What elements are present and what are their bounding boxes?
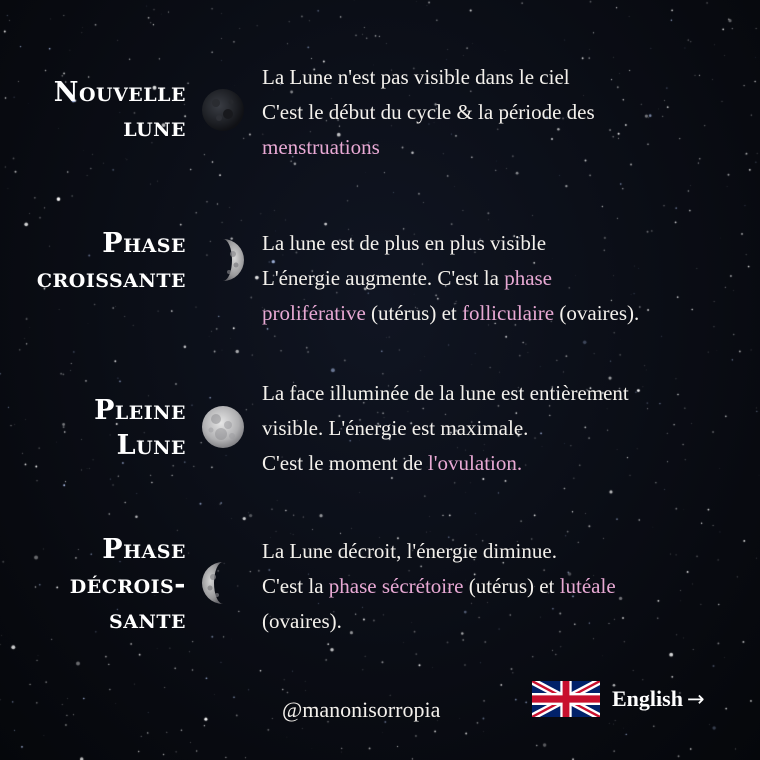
description-line [262, 534, 742, 569]
highlighted-term: phase sécrétoire [328, 574, 464, 598]
description-line [262, 569, 742, 604]
description-text: La Lune n'est pas visible dans le ciel [262, 65, 570, 89]
english-label: English [612, 686, 683, 711]
description-line [262, 296, 742, 331]
phase-description [262, 534, 742, 639]
phase-title-line: Phase [102, 534, 186, 565]
description-line [262, 604, 742, 639]
description-text: C'est le début du cycle & la période des [262, 100, 595, 124]
phase-title-line: lune [123, 112, 186, 143]
description-text: La lune est de plus en plus visible [262, 231, 547, 255]
phase-title [37, 226, 186, 296]
new-moon-icon [201, 88, 245, 132]
phase-title-line: Pleine [94, 395, 186, 426]
waxing-moon-icon [201, 238, 245, 282]
full-moon-icon [201, 405, 245, 449]
english-version-link[interactable] [532, 680, 705, 718]
highlighted-term: l'ovulation. [427, 451, 523, 475]
phase-title [70, 532, 186, 637]
description-line [262, 130, 742, 165]
description-line [262, 95, 742, 130]
phase-title [54, 75, 186, 145]
description-line [262, 446, 742, 481]
waning-moon-icon [201, 561, 245, 605]
description-text: La face illuminée de la lune est entièrement [262, 381, 629, 405]
phase-title-line: Lune [116, 430, 186, 461]
description-text: (utérus) et [463, 574, 560, 598]
phase-description [262, 60, 742, 165]
description-text: (ovaires). [262, 609, 342, 633]
description-text: La Lune décroit, l'énergie diminue. [262, 539, 557, 563]
description-line [262, 411, 742, 446]
description-text: C'est le moment de [262, 451, 428, 475]
phase-title-line: Nouvelle [53, 77, 186, 108]
highlighted-term: proliférative [262, 301, 366, 325]
description-text: (ovaires). [554, 301, 640, 325]
phase-description [262, 376, 742, 481]
phase-title-line: décrois- [69, 569, 186, 600]
uk-flag-icon [532, 681, 600, 717]
description-text: (utérus) et [365, 301, 462, 325]
description-line [262, 261, 742, 296]
description-line [262, 376, 742, 411]
description-text: C'est la [262, 574, 329, 598]
highlighted-term: lutéale [559, 574, 616, 598]
phase-title-line: croissante [36, 263, 186, 294]
description-text: visible. L'énergie est maximale. [262, 416, 529, 440]
arrow-right-icon: → [686, 687, 705, 711]
highlighted-term: folliculaire [462, 301, 555, 325]
phase-description [262, 226, 742, 331]
author-handle: @manonisorropia [282, 697, 441, 722]
phase-title-line: sante [109, 604, 186, 635]
description-line [262, 226, 742, 261]
phase-title [94, 393, 186, 463]
description-text: L'énergie augmente. C'est la [262, 266, 505, 290]
highlighted-term: phase [504, 266, 553, 290]
description-line [262, 60, 742, 95]
highlighted-term: menstruations [262, 135, 380, 159]
phase-title-line: Phase [102, 228, 186, 259]
